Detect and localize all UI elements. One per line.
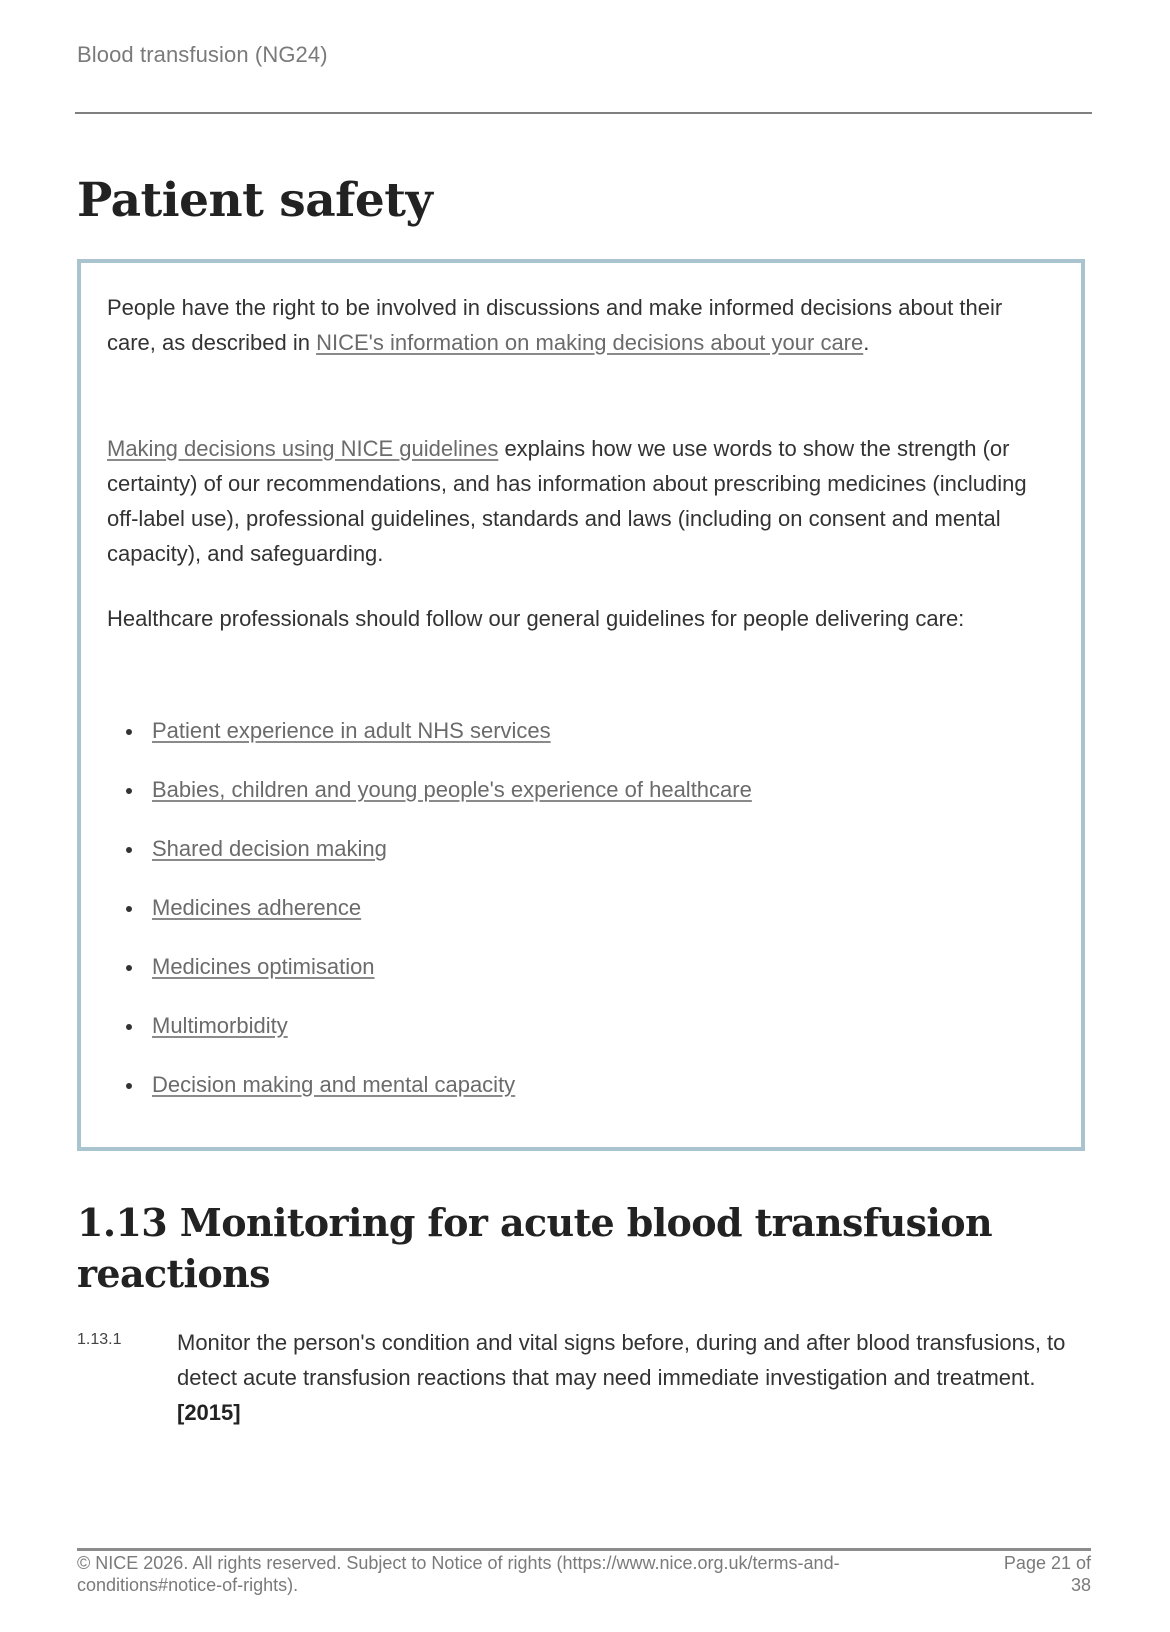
bullet-icon [126, 847, 132, 853]
guidelines-usage-text: explains how we use words to show the strength (or certainty) of our recommendations, and has information about prescribing medicines (including off-label use), professional guidelines, standards and laws (including on consent and mental capacity), and safeguarding. [107, 436, 1027, 566]
guideline-link[interactable]: Shared decision making [152, 836, 387, 861]
general-guidelines-list [107, 716, 752, 1129]
making-decisions-about-your-care-link[interactable]: NICE's information on making decisions about your care [316, 330, 864, 355]
running-header: Blood transfusion (NG24) [77, 42, 328, 67]
rights-text-end: . [863, 330, 870, 355]
bullet-icon [126, 965, 132, 971]
rights-paragraph [107, 290, 1037, 360]
list-item [107, 1070, 752, 1129]
making-decisions-using-nice-guidelines-link[interactable]: Making decisions using NICE guidelines [107, 436, 499, 461]
guidelines-usage-paragraph [107, 431, 1037, 571]
page-number: Page 21 of 38 [1003, 1553, 1091, 1595]
recommendation-body: Monitor the person's condition and vital signs before, during and after blood transfusions, to detect acute transfusion reactions that may need immediate investigation and treatment. [177, 1330, 1066, 1390]
list-item [107, 1011, 752, 1070]
list-item [107, 775, 752, 834]
bullet-icon [126, 1083, 132, 1089]
bullet-icon [126, 729, 132, 735]
page-title: Patient safety [77, 173, 433, 228]
header-divider [75, 112, 1092, 114]
patient-safety-info-box [77, 259, 1085, 1151]
list-item [107, 893, 752, 952]
guideline-link[interactable]: Decision making and mental capacity [152, 1072, 516, 1097]
bullet-icon [126, 906, 132, 912]
footer-copyright: © NICE 2026. All rights reserved. Subject to Notice of rights (https://www.nice.org.uk/terms-and-conditions#notice-of-rights). [77, 1553, 840, 1595]
guideline-link[interactable]: Medicines optimisation [152, 954, 375, 979]
guideline-link[interactable]: Multimorbidity [152, 1013, 288, 1038]
list-item [107, 952, 752, 1011]
guideline-link[interactable]: Medicines adherence [152, 895, 362, 920]
recommendation-year: [2015] [177, 1400, 241, 1425]
bullet-icon [126, 1024, 132, 1030]
recommendation-number: 1.13.1 [77, 1331, 122, 1348]
list-item [107, 834, 752, 893]
healthcare-professionals-paragraph: Healthcare professionals should follow our general guidelines for people delivering care: [107, 606, 965, 631]
bullet-icon [126, 788, 132, 794]
list-item [107, 716, 752, 775]
footer-divider [77, 1548, 1091, 1551]
guideline-link[interactable]: Babies, children and young people's experience of healthcare [152, 777, 752, 802]
rights-text: People have the right to be involved in discussions and make informed decisions about their care, as described in [107, 295, 1003, 355]
guideline-link[interactable]: Patient experience in adult NHS services [152, 718, 551, 743]
recommendation-text [177, 1325, 1077, 1430]
section-heading: 1.13 Monitoring for acute blood transfusion reactions [77, 1200, 993, 1296]
